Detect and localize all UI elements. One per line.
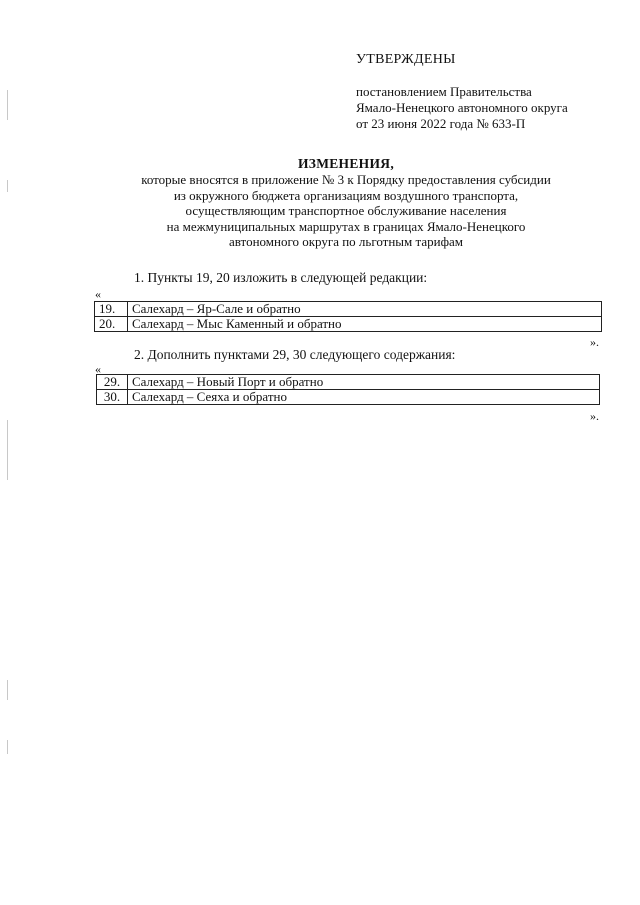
scan-margin-mark	[7, 420, 8, 480]
open-quote: «	[95, 362, 101, 376]
scan-margin-mark	[7, 740, 8, 754]
table-row	[95, 302, 602, 317]
route-name: Салехард – Мыс Каменный и обратно	[128, 317, 602, 332]
close-quote: ».	[590, 335, 599, 349]
approval-basis-line: от 23 июня 2022 года № 633-П	[356, 116, 526, 131]
document-title: ИЗМЕНЕНИЯ,	[297, 156, 394, 171]
section-1-text: 1. Пункты 19, 20 изложить в следующей редакции:	[134, 270, 428, 285]
subtitle-line: автономного округа по льготным тарифам	[228, 234, 464, 250]
scan-margin-mark	[7, 90, 8, 120]
route-number: 30.	[97, 390, 128, 405]
close-quote: ».	[590, 409, 599, 423]
table-row	[95, 317, 602, 332]
open-quote: «	[95, 287, 101, 301]
subtitle-line: которые вносятся в приложение № 3 к Порядку предоставления субсидии	[141, 172, 551, 187]
route-number: 29.	[97, 375, 128, 390]
routes-table-1	[94, 301, 602, 332]
approval-heading: УТВЕРЖДЕНЫ	[356, 52, 456, 67]
table-row	[97, 390, 600, 405]
routes-table-2	[96, 374, 600, 405]
route-name: Салехард – Сеяха и обратно	[128, 390, 600, 405]
subtitle-line: осуществляющим транспортное обслуживание населения	[185, 203, 507, 219]
document-subtitle	[0, 172, 640, 250]
subtitle-line: из окружного бюджета организациям воздушного транспорта,	[173, 187, 519, 203]
route-number: 20.	[95, 317, 128, 332]
approval-basis	[356, 84, 568, 132]
table-row	[97, 375, 600, 390]
approval-basis-line: Ямало-Ненецкого автономного округа	[356, 100, 568, 115]
route-name: Салехард – Новый Порт и обратно	[128, 375, 600, 390]
route-name: Салехард – Яр-Сале и обратно	[128, 302, 602, 317]
route-number: 19.	[95, 302, 128, 317]
approval-basis-line: постановлением Правительства	[356, 84, 532, 99]
subtitle-line: на межмуниципальных маршрутах в границах Ямало-Ненецкого	[166, 218, 526, 234]
section-2-text: 2. Дополнить пунктами 29, 30 следующего содержания:	[134, 347, 456, 362]
scan-margin-mark	[7, 680, 8, 700]
